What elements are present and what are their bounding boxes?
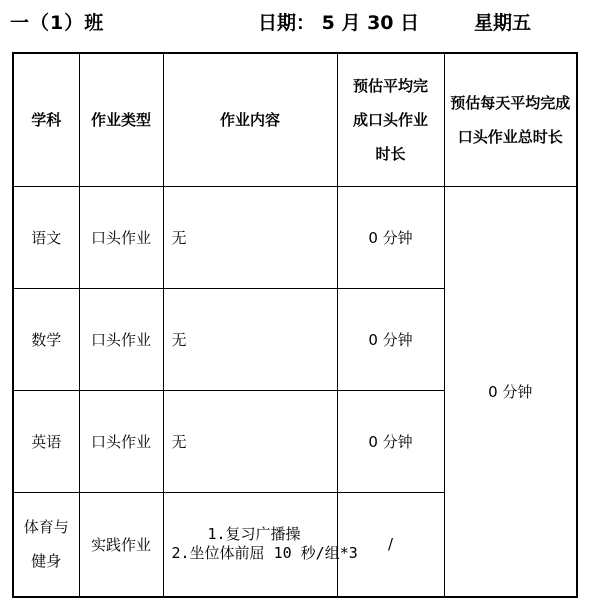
subject-cell: 数学 <box>13 288 79 390</box>
homework-table <box>12 52 578 598</box>
content-cell <box>163 492 358 597</box>
col-header-type: 作业类型 <box>79 53 163 186</box>
duration-cell: / <box>337 492 444 597</box>
type-cell: 口头作业 <box>79 390 163 492</box>
date-label: 日期： 5 月 30 日 <box>258 12 420 34</box>
col-header-subject: 学科 <box>13 53 79 186</box>
content-cell: 无 <box>163 186 337 288</box>
type-cell: 实践作业 <box>79 492 163 597</box>
table-row <box>13 186 577 288</box>
type-cell: 口头作业 <box>79 288 163 390</box>
duration-cell: 0 分钟 <box>337 288 444 390</box>
content-cell: 无 <box>163 390 337 492</box>
col-header-content: 作业内容 <box>163 53 337 186</box>
subject-cell: 语文 <box>13 186 79 288</box>
class-name: 一（1）班 <box>10 12 105 34</box>
col-header-total: 预估每天平均完成 口头作业总时长 <box>444 53 577 186</box>
total-duration-cell: 0 分钟 <box>444 186 577 597</box>
duration-cell: 0 分钟 <box>337 186 444 288</box>
content-cell: 无 <box>163 288 337 390</box>
col-header-duration: 预估平均完 成口头作业 时长 <box>337 53 444 186</box>
weekday-label: 星期五 <box>474 12 532 34</box>
table-header-row <box>13 53 577 186</box>
content-line: 1.复习广播操 <box>207 525 301 544</box>
subject-cell: 体育与 健身 <box>13 492 79 597</box>
subject-cell: 英语 <box>13 390 79 492</box>
duration-cell: 0 分钟 <box>337 390 444 492</box>
page-header <box>0 0 593 44</box>
type-cell: 口头作业 <box>79 186 163 288</box>
content-line: 2.坐位体前屈 10 秒/组*3 <box>171 544 358 563</box>
